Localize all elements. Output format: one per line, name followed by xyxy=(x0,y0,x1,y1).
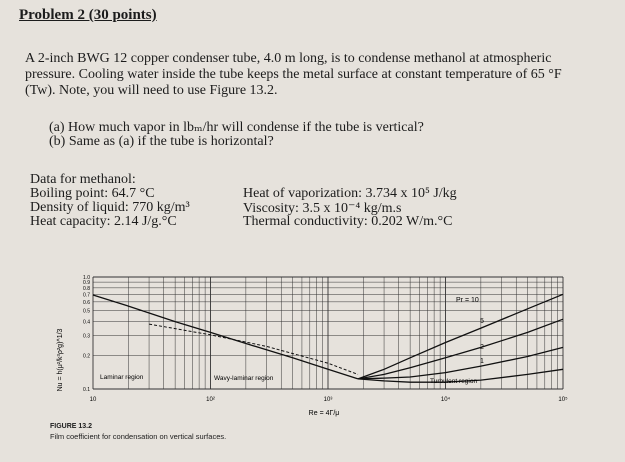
data-header: Data for methanol: xyxy=(30,172,136,187)
y-tick-label: 0.7 xyxy=(83,292,90,299)
turbulent-region-label: Turbulent region xyxy=(430,378,478,385)
density: Density of liquid: 770 kg/m³ xyxy=(30,200,190,215)
boiling-point: Boiling point: 64.7 °C xyxy=(30,186,155,201)
curve-label-pr10: Pr = 10 xyxy=(456,297,479,304)
y-tick-label: 0.6 xyxy=(83,299,90,306)
problem-text-line-1: A 2-inch BWG 12 copper condenser tube, 4.0 m long, is to condense methanol at atmospheric xyxy=(25,51,552,66)
heat-capacity: Heat capacity: 2.14 J/g.°C xyxy=(30,214,177,229)
x-tick-label: 10³ xyxy=(323,397,333,403)
y-tick-label: 1.0 xyxy=(83,275,90,281)
x-axis-label: Re = 4Γ/μ xyxy=(308,410,340,417)
x-tick-label: 10⁴ xyxy=(440,397,451,403)
thermal-conductivity: Thermal conductivity: 0.202 W/m.°C xyxy=(243,214,453,229)
curve-label-2: 2 xyxy=(480,344,484,351)
laminar-region-label: Laminar region xyxy=(100,374,144,381)
curve-label-5: 5 xyxy=(480,318,484,325)
question-a: (a) How much vapor in lbₘ/hr will condense if the tube is vertical? xyxy=(49,120,424,135)
wavy-laminar-region-label: Wavy-laminar region xyxy=(214,375,274,382)
problem-text-line-2: pressure. Cooling water inside the tube keeps the metal surface at constant temperature of 65 °F xyxy=(25,67,562,82)
x-tick-label: 10 xyxy=(89,397,97,403)
y-tick-label: 0.3 xyxy=(83,333,90,340)
x-tick-label: 10⁵ xyxy=(558,397,568,403)
chart-grid xyxy=(93,277,563,389)
curve-1 xyxy=(358,294,563,379)
y-tick-label: 0.2 xyxy=(83,353,90,360)
curve-0 xyxy=(93,295,358,379)
y-tick-label: 0.8 xyxy=(83,285,90,292)
x-tick-label: 10² xyxy=(206,397,215,403)
y-tick-label: 0.5 xyxy=(83,308,90,315)
viscosity: Viscosity: 3.5 x 10⁻⁴ kg/m.s xyxy=(243,201,402,216)
curve-label-1: 1 xyxy=(480,358,484,365)
problem-text-line-3: (Tw). Note, you will need to use Figure 13.2. xyxy=(25,83,278,98)
y-tick-label: 0.9 xyxy=(83,280,90,287)
problem-title: Problem 2 (30 points) xyxy=(19,7,157,23)
y-axis-label: Nu = h(μ²/k³ρ²g)^1/3 xyxy=(57,328,64,392)
condensation-chart xyxy=(0,262,625,427)
curve-5 xyxy=(149,324,358,374)
heat-of-vaporization: Heat of vaporization: 3.734 x 10⁵ J/kg xyxy=(243,186,457,201)
question-b: (b) Same as (a) if the tube is horizontal? xyxy=(49,134,274,149)
figure-label: FIGURE 13.2 xyxy=(50,423,93,430)
y-tick-label: 0.1 xyxy=(83,387,90,393)
figure-caption: Film coefficient for condensation on vertical surfaces. xyxy=(50,432,227,441)
y-tick-label: 0.4 xyxy=(83,319,90,326)
